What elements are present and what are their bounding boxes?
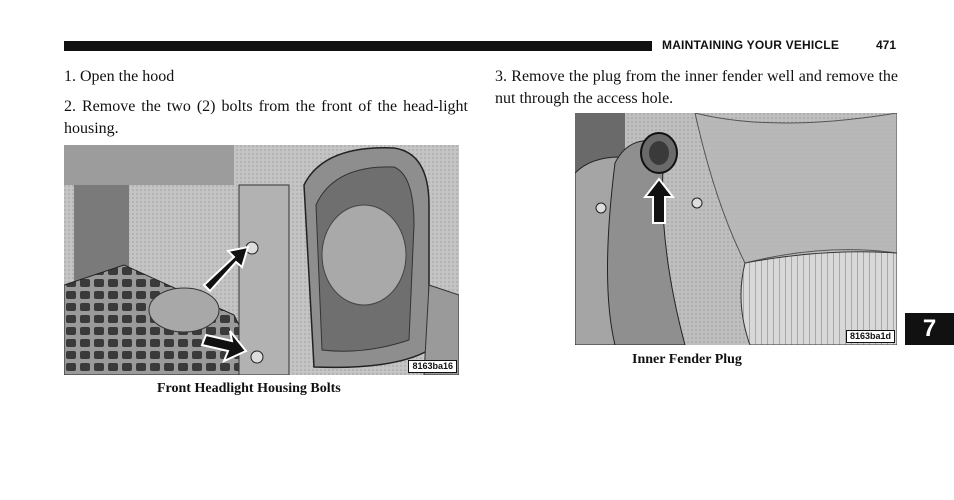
page-number: 471 <box>876 38 897 52</box>
figure-caption: Front Headlight Housing Bolts <box>157 381 341 396</box>
inner-fender-illustration <box>575 113 897 345</box>
figure-code: 8163ba1d <box>846 330 895 343</box>
step-1-text: 1. Open the hood <box>64 68 175 85</box>
step-3-text: 3. Remove the plug from the inner fender well and remove the nut through the access hole. <box>495 68 898 107</box>
inner-fender-drawing <box>575 113 897 345</box>
chapter-tab: 7 <box>905 313 954 345</box>
headlight-housing-drawing <box>64 145 459 375</box>
headlight-housing-illustration <box>64 145 459 375</box>
header-rule <box>64 41 652 51</box>
figure-caption: Inner Fender Plug <box>632 352 742 367</box>
section-title: MAINTAINING YOUR VEHICLE <box>662 38 840 52</box>
step-2-text: 2. Remove the two (2) bolts from the front of the head-light housing. <box>64 98 468 137</box>
figure-code: 8163ba16 <box>408 360 457 373</box>
